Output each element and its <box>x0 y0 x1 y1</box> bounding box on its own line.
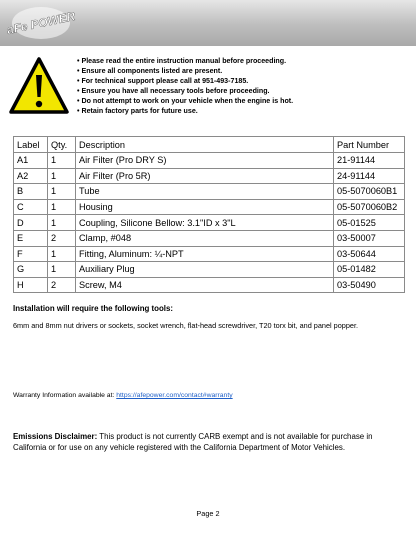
cell-part-number: 03-50490 <box>334 277 405 293</box>
table-row <box>14 277 405 293</box>
table-header-row <box>14 137 405 153</box>
cell-description: Fitting, Aluminum: ¼-NPT <box>76 246 334 262</box>
cell-qty: 1 <box>48 262 76 278</box>
table-row <box>14 262 405 278</box>
cell-description: Housing <box>76 199 334 215</box>
cell-label: A1 <box>14 153 48 169</box>
cell-qty: 1 <box>48 215 76 231</box>
table-row <box>14 230 405 246</box>
cell-qty: 1 <box>48 246 76 262</box>
cell-description: Screw, M4 <box>76 277 334 293</box>
warning-bullet-list <box>77 56 407 117</box>
table-row <box>14 153 405 169</box>
cell-qty: 1 <box>48 153 76 169</box>
cell-part-number: 03-50644 <box>334 246 405 262</box>
cell-label: B <box>14 184 48 200</box>
cell-description: Tube <box>76 184 334 200</box>
table-row <box>14 199 405 215</box>
warranty-info <box>13 392 233 399</box>
cell-part-number: 05-01482 <box>334 262 405 278</box>
column-header-qty: Qty. <box>48 137 76 153</box>
page-number: Page 2 <box>196 509 220 518</box>
cell-label: H <box>14 277 48 293</box>
table-row <box>14 246 405 262</box>
cell-part-number: 05-5070060B2 <box>334 199 405 215</box>
warning-icon <box>8 56 70 116</box>
emissions-disclaimer <box>13 431 408 453</box>
cell-qty: 1 <box>48 199 76 215</box>
parts-table <box>13 136 405 293</box>
table-row <box>14 184 405 200</box>
header-band <box>0 0 416 46</box>
column-header-label: Label <box>14 137 48 153</box>
cell-description: Air Filter (Pro 5R) <box>76 168 334 184</box>
cell-label: G <box>14 262 48 278</box>
table-row <box>14 215 405 231</box>
cell-description: Coupling, Silicone Bellow: 3.1"ID x 3"L <box>76 215 334 231</box>
warning-bullet: • Please read the entire instruction manual before proceeding. <box>77 56 407 66</box>
cell-qty: 2 <box>48 277 76 293</box>
afe-power-logo <box>5 4 77 42</box>
cell-label: C <box>14 199 48 215</box>
cell-label: D <box>14 215 48 231</box>
cell-label: E <box>14 230 48 246</box>
cell-description: Clamp, #048 <box>76 230 334 246</box>
warning-bullet: • Ensure you have all necessary tools before proceeding. <box>77 86 407 96</box>
cell-label: F <box>14 246 48 262</box>
cell-part-number: 05-01525 <box>334 215 405 231</box>
tools-heading: Installation will require the following tools: <box>13 304 174 313</box>
warning-bullet: • Retain factory parts for future use. <box>77 106 407 116</box>
warning-bullet: • Ensure all components listed are present. <box>77 66 407 76</box>
table-row <box>14 168 405 184</box>
warning-bullet: • For technical support please call at 951-493-7185. <box>77 76 407 86</box>
emissions-text: This product is not currently CARB exempt and is not available for purchase in California or for use on any vehicle registered with the California Department of Motor Vehicles. <box>13 432 373 452</box>
emissions-label: Emissions Disclaimer: <box>13 432 98 441</box>
cell-part-number: 05-5070060B1 <box>334 184 405 200</box>
cell-description: Auxiliary Plug <box>76 262 334 278</box>
cell-description: Air Filter (Pro DRY S) <box>76 153 334 169</box>
warning-bullet: • Do not attempt to work on your vehicle when the engine is hot. <box>77 96 407 106</box>
cell-part-number: 21-91144 <box>334 153 405 169</box>
cell-qty: 1 <box>48 184 76 200</box>
tools-list-text: 6mm and 8mm nut drivers or sockets, socket wrench, flat-head screwdriver, T20 torx bit, and panel popper. <box>13 321 359 330</box>
warranty-label: Warranty Information available at: <box>13 392 117 399</box>
column-header-description: Description <box>76 137 334 153</box>
cell-part-number: 03-50007 <box>334 230 405 246</box>
cell-qty: 1 <box>48 168 76 184</box>
column-header-part-number: Part Number <box>334 137 405 153</box>
logo-text: aFe POWER <box>5 8 77 38</box>
cell-label: A2 <box>14 168 48 184</box>
cell-qty: 2 <box>48 230 76 246</box>
cell-part-number: 24-91144 <box>334 168 405 184</box>
warranty-link[interactable]: https://afepower.com/contact#warranty <box>116 392 233 399</box>
